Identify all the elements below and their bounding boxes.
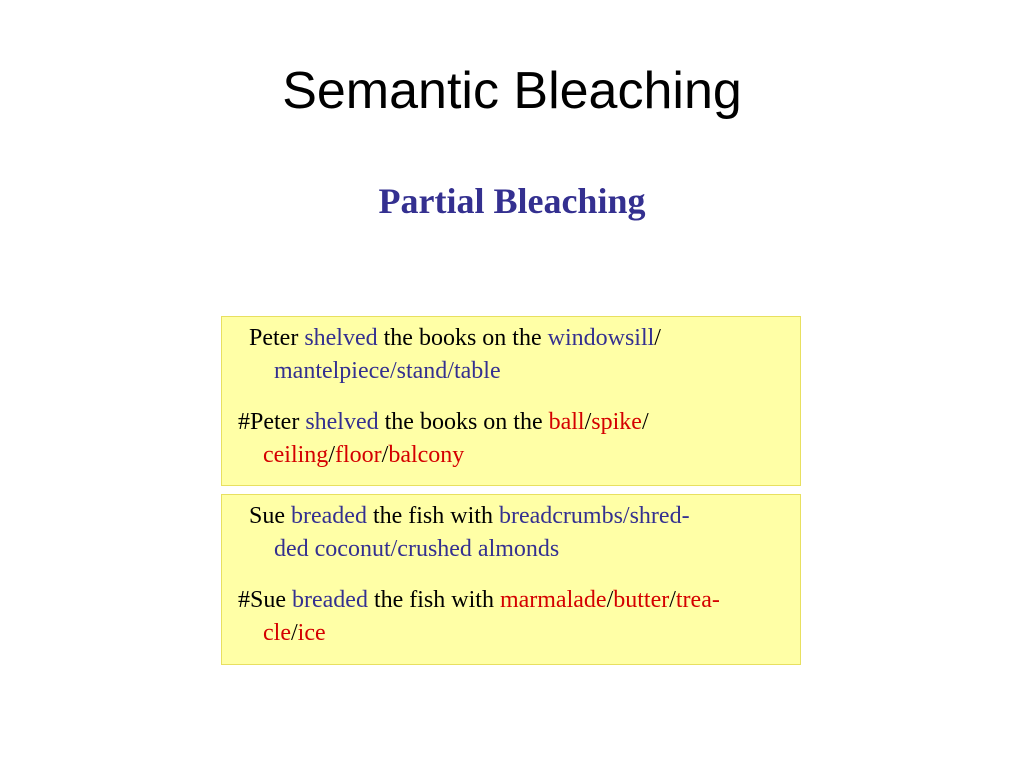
verb-word: shelved [305,409,379,435]
sentence-line [249,500,690,533]
object-word: table [453,358,501,384]
text-segment: Peter [249,325,305,351]
verb-word: shelved [304,325,378,351]
anomalous-word: spike [591,409,642,435]
text-segment: the fish with [367,587,500,613]
text-segment: the books on the [377,325,548,351]
slash-separator: / [290,620,298,646]
sentence-line [249,533,690,566]
sentence-line [238,406,649,439]
anomalous-word: balcony [388,442,465,468]
anomalous-word: cle [263,620,291,646]
object-word: windowsill [547,325,655,351]
anomalous-word: ball [548,409,585,435]
text-segment: Sue [249,503,291,529]
sentence-line [249,355,661,388]
object-word: breadcrumbs [498,503,623,529]
text-segment: the fish with [366,503,499,529]
slash-separator: / [654,325,661,351]
slash-separator: / [390,536,398,562]
verb-word: breaded [292,587,368,613]
anomalous-sentence [238,406,649,472]
sentence-line [238,617,720,650]
anomalous-word: butter [613,587,670,613]
anomalous-word: ice [297,620,326,646]
example-panel-breading [221,494,801,665]
slash-separator: / [641,409,649,435]
text-segment: #Sue [238,587,292,613]
anomalous-word: ceiling [263,442,329,468]
sentence-line [249,322,661,355]
object-word: stand [396,358,448,384]
slash-separator: / [606,587,614,613]
anomalous-sentence [238,584,720,650]
object-word: shred- [629,503,690,529]
slash-separator: / [584,409,592,435]
object-word: crushed almonds [397,536,560,562]
text-segment: #Peter [238,409,306,435]
anomalous-word: trea- [675,587,720,613]
slash-separator: / [622,503,630,529]
verb-word: breaded [291,503,367,529]
slide-title: Semantic Bleaching [282,62,742,120]
object-word: ded coconut [274,536,391,562]
text-segment: the books on the [378,409,549,435]
anomalous-word: floor [334,442,382,468]
sentence-line [238,584,720,617]
slash-separator: / [328,442,335,468]
acceptable-sentence [249,500,690,566]
slash-separator: / [447,358,454,384]
sentence-line [238,439,649,472]
slash-separator: / [389,358,397,384]
acceptable-sentence [249,322,661,388]
object-word: mantelpiece [274,358,390,384]
slide-subtitle: Partial Bleaching [378,181,646,221]
slash-separator: / [669,587,676,613]
example-panel-shelving [221,316,801,486]
slash-separator: / [381,442,389,468]
anomalous-word: marmalade [499,587,607,613]
